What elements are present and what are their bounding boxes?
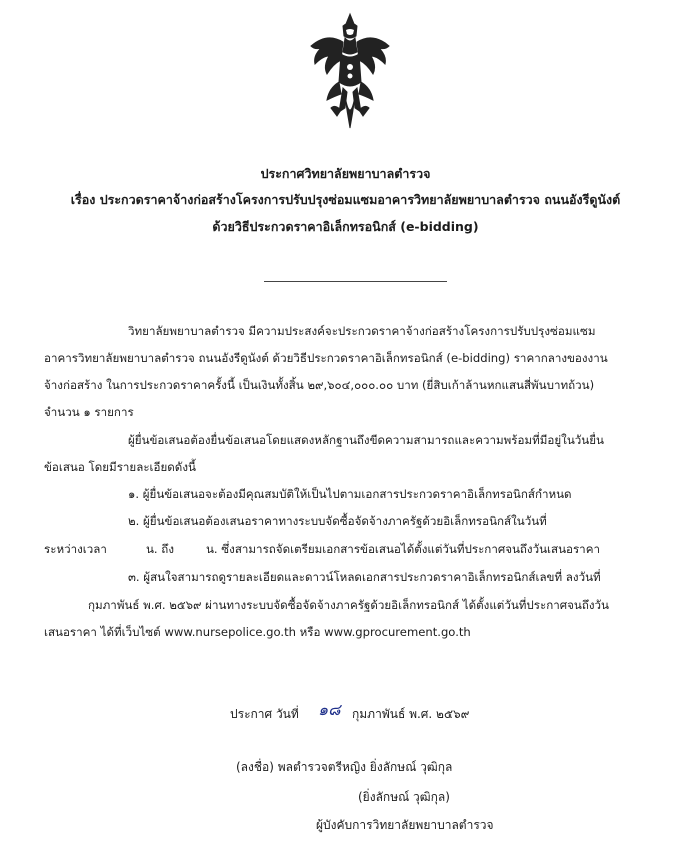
announcement-title: ประกาศวิทยาลัยพยาบาลตำรวจ: [260, 166, 431, 181]
body-paragraph-line: วิทยาลัยพยาบาลตำรวจ มีความประสงค์จะประกวดราคาจ้างก่อสร้างโครงการปรับปรุงซ่อมแซม: [128, 324, 596, 338]
signatory-position: ผู้บังคับการวิทยาลัยพยาบาลตำรวจ: [316, 818, 494, 832]
list-item-3: ๓. ผู้สนใจสามารถดูรายละเอียดและดาวน์โหลดเอกสารประกวดราคาอิเล็กทรอนิกส์เลขที่ ลงวันที่: [128, 570, 601, 584]
body-paragraph-line: อาคารวิทยาลัยพยาบาลตำรวจ ถนนอังรีดูนังต์ ด้วยวิธีประกวดราคาอิเล็กทรอนิกส์ (e-bidding) ราคากลางของงาน: [44, 351, 608, 365]
list-item-2-time-label: ระหว่างเวลา: [44, 542, 107, 556]
divider-line: [264, 281, 447, 282]
announcement-subject: เรื่อง ประกวดราคาจ้างก่อสร้างโครงการปรับปรุงซ่อมแซมอาคารวิทยาลัยพยาบาลตำรวจ ถนนอังรีดูนังต์: [70, 192, 621, 207]
list-item-3-line-3: เสนอราคา ได้ที่เว็บไซต์ www.nursepolice.go.th หรือ www.gprocurement.go.th: [44, 625, 471, 639]
list-item-2-time-rest: น. ซึ่งสามารถจัดเตรียมเอกสารข้อเสนอได้ตั้งแต่วันที่ประกาศจนถึงวันเสนอราคา: [206, 542, 600, 556]
body-paragraph-line: ผู้ยื่นข้อเสนอต้องยื่นข้อเสนอโดยแสดงหลักฐานถึงขีดความสามารถและความพร้อมที่มีอยู่ในวันยื่น: [128, 433, 604, 447]
list-item-1: ๑. ผู้ยื่นข้อเสนอจะต้องมีคุณสมบัติให้เป็นไปตามเอกสารประกวดราคาอิเล็กทรอนิกส์กำหนด: [128, 487, 572, 501]
garuda-emblem-icon: [305, 12, 395, 130]
list-item-3-line-2: กุมภาพันธ์ พ.ศ. ๒๕๖๙ ผ่านทางระบบจัดซื้อจัดจ้างภาครัฐด้วยอิเล็กทรอนิกส์ ได้ตั้งแต่วันที่ประกาศจนถึงวัน: [88, 598, 609, 612]
announcement-method: ด้วยวิธีประกวดราคาอิเล็กทรอนิกส์ (e-bidding): [212, 219, 479, 234]
list-item-2: ๒. ผู้ยื่นข้อเสนอต้องเสนอราคาทางระบบจัดซื้อจัดจ้างภาครัฐด้วยอิเล็กทรอนิกส์ในวันที่: [128, 514, 547, 528]
announce-date-day: ๑๘: [318, 700, 341, 719]
signature-line: (ลงชื่อ) พลตำรวจตรีหญิง ยิ่งลักษณ์ วุฒิกุล: [236, 760, 453, 774]
body-paragraph-line: จำนวน ๑ รายการ: [44, 405, 134, 419]
body-paragraph-line: จ้างก่อสร้าง ในการประกวดราคาครั้งนี้ เป็นเงินทั้งสิ้น ๒๙,๖๐๔,๐๐๐.๐๐ บาท (ยี่สิบเก้าล้านหกแสนสี่พันบาทถ้วน): [44, 378, 595, 392]
announce-date-month-year: กุมภาพันธ์ พ.ศ. ๒๕๖๙: [352, 707, 470, 721]
body-paragraph-line: ข้อเสนอ โดยมีรายละเอียดดังนี้: [44, 460, 196, 474]
list-item-2-time-to: น. ถึง: [146, 542, 174, 556]
signatory-name: (ยิ่งลักษณ์ วุฒิกุล): [358, 790, 450, 804]
announce-date-prefix: ประกาศ วันที่: [230, 707, 299, 721]
